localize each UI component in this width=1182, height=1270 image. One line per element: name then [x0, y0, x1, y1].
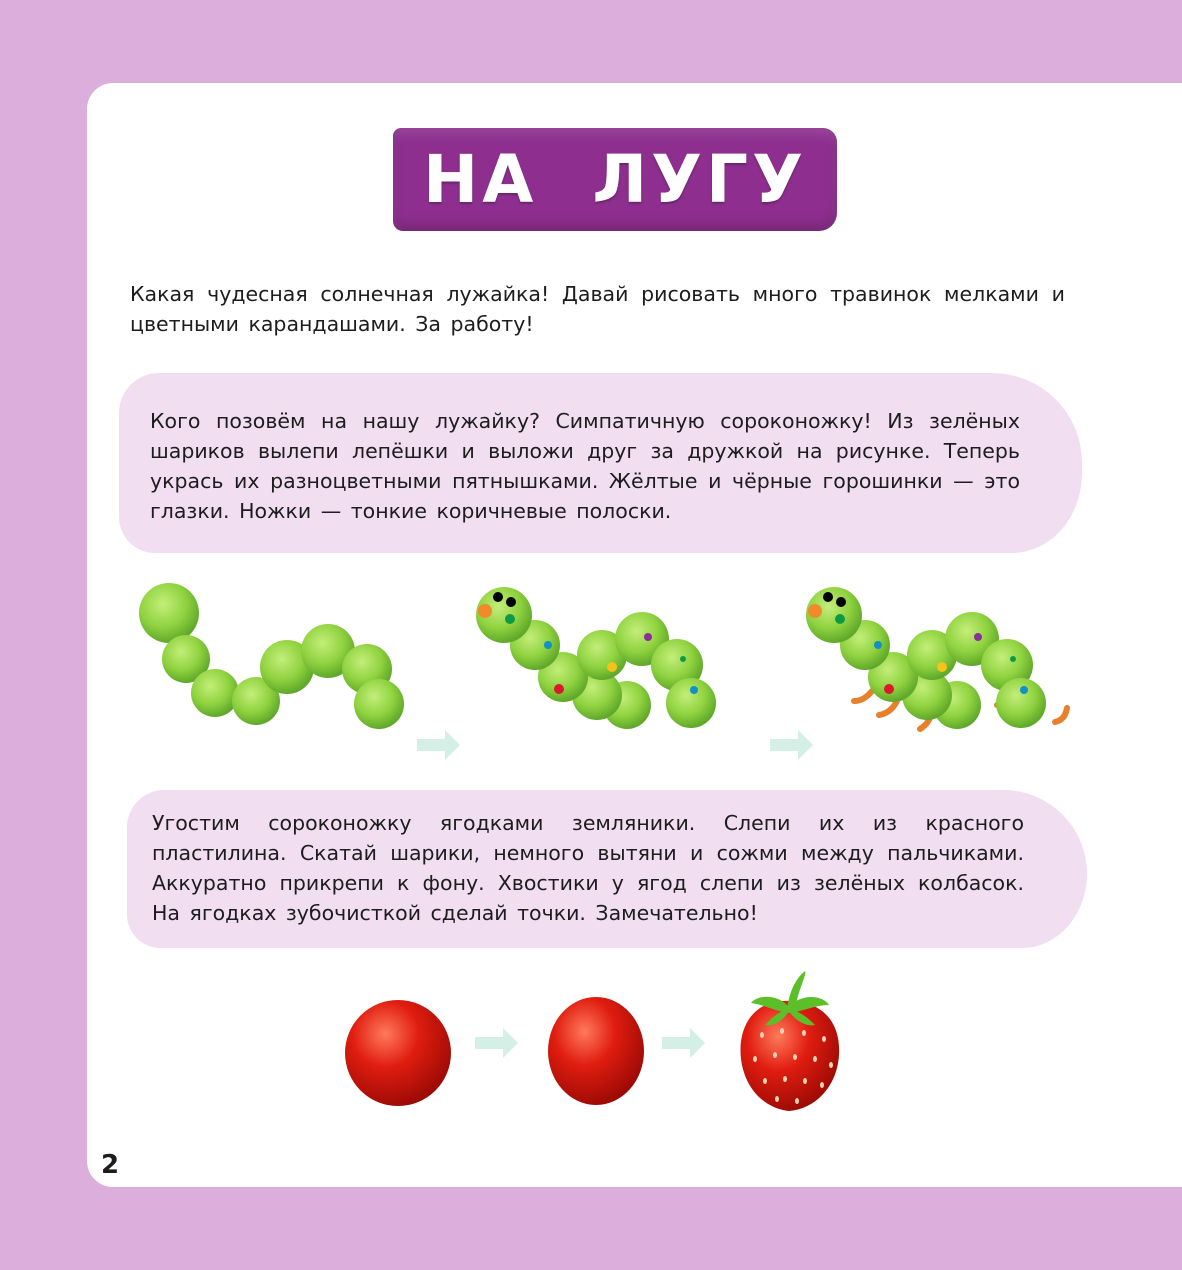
page-title: НА ЛУГУ	[423, 141, 807, 218]
caterpillar-step-3	[806, 587, 1067, 729]
arrow-icon	[662, 1028, 705, 1058]
strawberry-icon	[740, 971, 839, 1111]
caterpillar-step-2	[476, 587, 716, 729]
oval-berry	[548, 997, 644, 1105]
arrow-icon	[475, 1028, 518, 1058]
caterpillar-step-1	[139, 583, 404, 729]
arrow-icon	[417, 730, 460, 760]
intro-text: Какая чудесная солнечная лужайка! Давай рисовать много травинок мелками и цветными карандашами. За работу!	[130, 282, 1065, 336]
instruction-text-2: Угостим сороконожку ягодками земляники. Слепи их из красного пластилина. Скатай шарики, немного вытяни и сожми между пальчиками. Аккуратно прикрепи к фону. Хвостики у ягод слепи из зелёных колбасок. На ягодках зубочисткой сделай точки. Замечательно!	[152, 811, 1024, 925]
page	[87, 83, 1182, 1187]
arrow-icon	[770, 730, 813, 760]
red-ball	[345, 1000, 451, 1106]
page-number: 2	[101, 1150, 120, 1180]
instruction-text-1: Кого позовём на нашу лужайку? Симпатичную сороконожку! Из зелёных шариков вылепи лепёшки и выложи друг за дружкой на рисунке. Теперь укрась их разноцветными пятнышками. Жёлтые и чёрные горошинки — это глазки. Ножки — тонкие коричневые полоски.	[150, 409, 1020, 523]
strawberry-steps-illustration	[337, 963, 897, 1133]
title-banner	[393, 128, 837, 231]
